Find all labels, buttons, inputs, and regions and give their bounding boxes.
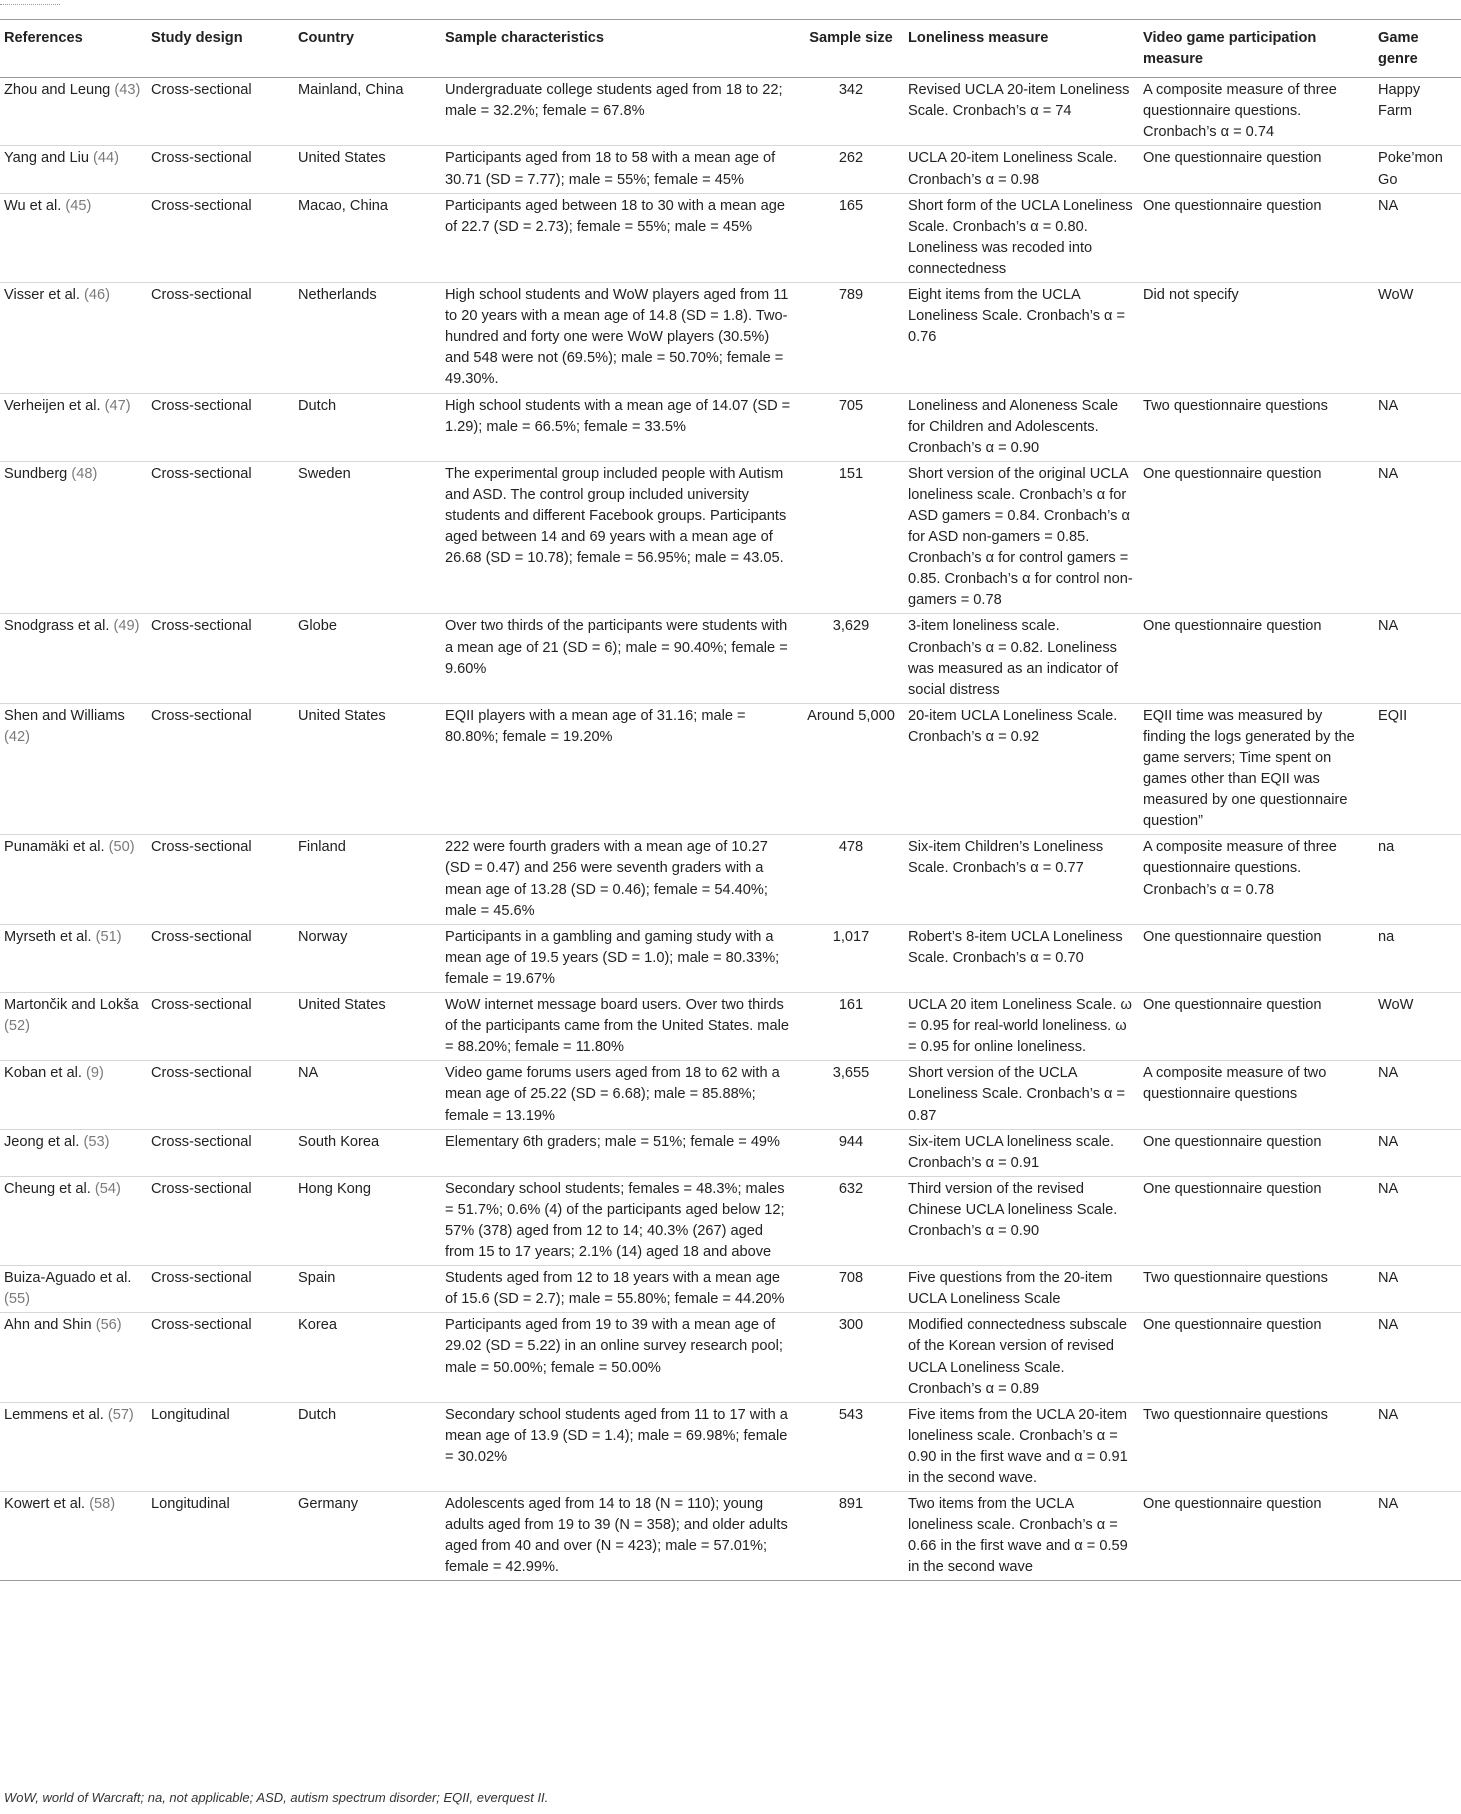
table-row: [0, 1313, 1461, 1402]
cell-sample-characteristics: Video game forums users aged from 18 to 62 with a mean age of 25.22 (SD = 6.68); male = 85.88%; female = 13.19%: [445, 1065, 780, 1124]
citation-link[interactable]: (54): [94, 1180, 121, 1197]
cell-participation-measure: One questionnaire question: [1143, 997, 1322, 1014]
cell-country: Germany: [298, 1496, 359, 1513]
cell-study-design: Cross-sectional: [151, 150, 252, 167]
cell-game-genre: Happy Farm: [1378, 82, 1421, 120]
cell-reference: [0, 146, 147, 193]
table-row: [0, 924, 1461, 992]
cell-sample-size: 3,655: [832, 1065, 870, 1082]
cell-country: NA: [298, 1065, 319, 1082]
cell-game-genre: Poke’mon Go: [1378, 150, 1443, 188]
cell-sample-characteristics: Participants in a gambling and gaming study with a mean age of 19.5 years (SD = 1.0); male = 80.33%; female = 19.67%: [445, 928, 780, 987]
cell-loneliness-measure: UCLA 20 item Loneliness Scale. ω = 0.95 for real-world loneliness. ω = 0.95 for online loneliness.: [908, 997, 1132, 1056]
cell-loneliness-measure: Robert’s 8-item UCLA Loneliness Scale. Cronbach’s α = 0.70: [908, 928, 1123, 966]
cell-reference: [0, 461, 147, 614]
cell-sample-characteristics: Participants aged from 19 to 39 with a mean age of 29.02 (SD = 5.22) in an online survey research pool; male = 50.00%; female = 50.00%: [445, 1317, 783, 1376]
cell-sample-size: 891: [838, 1496, 864, 1513]
cell-study-design: Cross-sectional: [151, 1317, 252, 1334]
cell-game-genre: NA: [1378, 1270, 1399, 1287]
cell-study-design: Cross-sectional: [151, 1180, 252, 1197]
cell-sample-characteristics: Secondary school students; females = 48.3%; males = 51.7%; 0.6% (4) of the participants aged below 12; 57% (378) aged from 12 to 14; 40.3% (267) aged from 15 to 17 years; 2.1% (14) aged 18 and above: [445, 1180, 785, 1261]
reference-name: Sundberg: [4, 465, 68, 482]
cell-reference: [0, 1492, 147, 1581]
cell-study-design: Cross-sectional: [151, 839, 252, 856]
cell-reference: [0, 393, 147, 461]
cell-participation-measure: Two questionnaire questions: [1143, 1270, 1328, 1287]
cell-loneliness-measure: Two items from the UCLA loneliness scale. Cronbach’s α = 0.66 in the first wave and α = 0.59 in the second wave: [908, 1496, 1128, 1576]
citation-link[interactable]: (58): [89, 1496, 116, 1513]
citation-link[interactable]: (9): [85, 1065, 104, 1082]
cell-game-genre: NA: [1378, 397, 1399, 414]
table-row: [0, 78, 1461, 146]
table-row: [0, 1176, 1461, 1265]
cell-sample-size: 708: [838, 1270, 864, 1287]
citation-link[interactable]: (51): [95, 928, 122, 945]
cell-reference: [0, 1313, 147, 1402]
reference-name: Visser et al.: [4, 287, 80, 304]
cell-reference: [0, 1402, 147, 1491]
cell-loneliness-measure: Five items from the UCLA 20-item loneliness scale. Cronbach’s α = 0.90 in the first wave and α = 0.91 in the second wave.: [908, 1406, 1128, 1486]
reference-name: Jeong et al.: [4, 1133, 80, 1150]
reference-name: Snodgrass et al.: [4, 618, 110, 635]
cell-study-design: Cross-sectional: [151, 1133, 252, 1150]
cell-participation-measure: One questionnaire question: [1143, 465, 1322, 482]
cell-participation-measure: A composite measure of two questionnaire questions: [1143, 1065, 1327, 1103]
cell-reference: [0, 1061, 147, 1129]
cell-sample-characteristics: Over two thirds of the participants were students with a mean age of 21 (SD = 6); male = 90.40%; female = 9.60%: [445, 618, 788, 677]
citation-link[interactable]: (43): [114, 82, 141, 99]
cell-sample-characteristics: WoW internet message board users. Over two thirds of the participants came from the United States. male = 88.20%; female = 11.80%: [445, 997, 789, 1056]
citation-link[interactable]: (52): [4, 1018, 30, 1035]
table-row: [0, 703, 1461, 835]
citation-link[interactable]: (53): [83, 1133, 110, 1150]
cell-country: Globe: [298, 618, 337, 635]
cell-sample-characteristics: Students aged from 12 to 18 years with a mean age of 15.6 (SD = 2.7); male = 55.80%; female = 44.20%: [445, 1270, 785, 1308]
literature-table: [0, 19, 1461, 1581]
cell-country: Mainland, China: [298, 82, 404, 99]
cell-reference: [0, 1176, 147, 1265]
cell-game-genre: na: [1378, 839, 1395, 856]
cell-reference: [0, 703, 147, 835]
cell-reference: [0, 193, 147, 282]
cropped-caption-remnant: [0, 0, 60, 6]
table-row: [0, 283, 1461, 393]
cell-game-genre: NA: [1378, 1317, 1399, 1334]
cell-sample-characteristics: Undergraduate college students aged from 18 to 22; male = 32.2%; female = 67.8%: [445, 82, 783, 120]
cell-loneliness-measure: Short form of the UCLA Loneliness Scale. Cronbach’s α = 0.80. Loneliness was recoded into connectedness: [908, 197, 1133, 277]
cell-reference: [0, 283, 147, 393]
cell-participation-measure: One questionnaire question: [1143, 197, 1322, 214]
cell-study-design: Cross-sectional: [151, 82, 252, 99]
cell-study-design: Longitudinal: [151, 1406, 230, 1423]
cell-game-genre: NA: [1378, 465, 1399, 482]
header-country: Country: [298, 30, 354, 46]
cell-sample-characteristics: Adolescents aged from 14 to 18 (N = 110); young adults aged from 19 to 39 (N = 358); and older adults aged from 40 and over (N = 423); male = 57.01%; female = 42.99%.: [445, 1496, 788, 1576]
cell-sample-size: 262: [838, 150, 864, 167]
cell-game-genre: NA: [1378, 1133, 1399, 1150]
table-row: [0, 1129, 1461, 1176]
table-row: [0, 993, 1461, 1061]
cell-study-design: Cross-sectional: [151, 1065, 252, 1082]
header-game-genre: Game genre: [1378, 30, 1419, 68]
cell-sample-characteristics: Participants aged between 18 to 30 with a mean age of 22.7 (SD = 2.73); female = 55%; male = 45%: [445, 197, 785, 235]
cell-sample-size: 789: [838, 287, 864, 304]
cell-loneliness-measure: Six-item Children’s Loneliness Scale. Cronbach’s α = 0.77: [908, 839, 1104, 877]
cell-country: United States: [298, 997, 386, 1014]
cell-loneliness-measure: Short version of the UCLA Loneliness Scale. Cronbach’s α = 0.87: [908, 1065, 1126, 1124]
reference-name: Wu et al.: [4, 197, 62, 214]
table-footnote: WoW, world of Warcraft; na, not applicable; ASD, autism spectrum disorder; EQII, everquest II.: [4, 1790, 549, 1805]
reference-name: Cheung et al.: [4, 1180, 91, 1197]
cell-reference: [0, 614, 147, 703]
reference-name: Kowert et al.: [4, 1496, 86, 1513]
cell-sample-size: 944: [838, 1133, 864, 1150]
citation-link[interactable]: (44): [93, 150, 119, 167]
cell-study-design: Cross-sectional: [151, 618, 252, 635]
cell-sample-size: 543: [838, 1406, 864, 1423]
cell-loneliness-measure: Five questions from the 20-item UCLA Loneliness Scale: [908, 1270, 1113, 1308]
table-row: [0, 1266, 1461, 1313]
citation-link[interactable]: (57): [107, 1406, 134, 1423]
citation-link[interactable]: (48): [71, 465, 98, 482]
reference-name: Yang and Liu: [4, 150, 89, 167]
citation-link[interactable]: (55): [4, 1291, 30, 1308]
cell-sample-size: 151: [838, 465, 864, 482]
cell-loneliness-measure: Six-item UCLA loneliness scale. Cronbach’s α = 0.91: [908, 1133, 1115, 1171]
cell-participation-measure: One questionnaire question: [1143, 928, 1322, 945]
table-row: [0, 1402, 1461, 1491]
table-row: [0, 193, 1461, 282]
cell-game-genre: NA: [1378, 1180, 1399, 1197]
cell-country: Macao, China: [298, 197, 389, 214]
cell-country: Norway: [298, 928, 348, 945]
cell-sample-characteristics: EQII players with a mean age of 31.16; male = 80.80%; female = 19.20%: [445, 707, 746, 745]
cell-loneliness-measure: Loneliness and Aloneness Scale for Children and Adolescents. Cronbach’s α = 0.90: [908, 397, 1119, 456]
cell-sample-size: 300: [838, 1317, 864, 1334]
cell-game-genre: NA: [1378, 1496, 1399, 1513]
table-body: [0, 78, 1461, 1581]
cell-game-genre: NA: [1378, 618, 1399, 635]
reference-name: Myrseth et al.: [4, 928, 92, 945]
reference-name: Ahn and Shin: [4, 1317, 92, 1334]
reference-name: Koban et al.: [4, 1065, 82, 1082]
reference-name: Martončik and Lokša: [4, 997, 139, 1014]
cell-reference: [0, 924, 147, 992]
citation-link[interactable]: (56): [95, 1317, 122, 1334]
cell-participation-measure: One questionnaire question: [1143, 1133, 1322, 1150]
reference-name: Buiza-Aguado et al.: [4, 1270, 132, 1287]
cell-reference: [0, 993, 147, 1061]
reference-name: Verheijen et al.: [4, 397, 101, 414]
cell-country: Finland: [298, 839, 346, 856]
cell-loneliness-measure: 3-item loneliness scale. Cronbach’s α = 0.82. Loneliness was measured as an indicator of social distress: [908, 618, 1119, 698]
cell-sample-characteristics: Participants aged from 18 to 58 with a mean age of 30.71 (SD = 7.77); male = 55%; female = 45%: [445, 150, 776, 188]
cell-sample-characteristics: Elementary 6th graders; male = 51%; female = 49%: [445, 1133, 781, 1150]
cell-study-design: Cross-sectional: [151, 928, 252, 945]
cell-loneliness-measure: Third version of the revised Chinese UCLA loneliness Scale. Cronbach’s α = 0.90: [908, 1180, 1118, 1239]
cell-participation-measure: One questionnaire question: [1143, 1496, 1322, 1513]
cell-country: United States: [298, 707, 386, 724]
citation-link[interactable]: (49): [113, 618, 140, 635]
cell-country: Korea: [298, 1317, 337, 1334]
cell-game-genre: na: [1378, 928, 1395, 945]
table-header-row: [0, 20, 1461, 78]
table-row: [0, 146, 1461, 193]
cell-sample-characteristics: Secondary school students aged from 11 to 17 with a mean age of 13.9 (SD = 1.4); male = 69.98%; female = 30.02%: [445, 1406, 788, 1465]
cell-country: Dutch: [298, 397, 337, 414]
citation-link[interactable]: (46): [84, 287, 110, 304]
cell-study-design: Cross-sectional: [151, 287, 252, 304]
cell-study-design: Cross-sectional: [151, 465, 252, 482]
cell-loneliness-measure: Short version of the original UCLA loneliness scale. Cronbach’s α for ASD gamers = 0.84. Cronbach’s α for ASD non-gamers = 0.85. Cronbach’s α for control gamers = 0.85. Cronbach’s α for control non-gamers = 0.78: [908, 465, 1133, 609]
cell-sample-size: 3,629: [832, 618, 870, 635]
cell-sample-size: 165: [838, 197, 864, 214]
cell-reference: [0, 1266, 147, 1313]
header-sample-size: Sample size: [809, 30, 893, 46]
cell-participation-measure: One questionnaire question: [1143, 1317, 1322, 1334]
header-loneliness-measure: Loneliness measure: [908, 30, 1049, 46]
reference-name: Zhou and Leung: [4, 82, 111, 99]
cell-sample-size: 1,017: [832, 928, 870, 945]
cell-game-genre: WoW: [1378, 287, 1414, 304]
cell-participation-measure: Two questionnaire questions: [1143, 1406, 1328, 1423]
cell-country: Hong Kong: [298, 1180, 372, 1197]
table-row: [0, 461, 1461, 614]
cell-participation-measure: Two questionnaire questions: [1143, 397, 1328, 414]
reference-name: Lemmens et al.: [4, 1406, 104, 1423]
header-study-design: Study design: [151, 30, 243, 46]
cell-sample-size: 705: [838, 397, 864, 414]
cell-loneliness-measure: 20-item UCLA Loneliness Scale. Cronbach’s α = 0.92: [908, 707, 1118, 745]
cell-participation-measure: One questionnaire question: [1143, 1180, 1322, 1197]
cell-study-design: Cross-sectional: [151, 997, 252, 1014]
cell-loneliness-measure: Revised UCLA 20-item Loneliness Scale. Cronbach’s α = 74: [908, 82, 1130, 120]
citation-link[interactable]: (42): [4, 728, 30, 745]
table-row: [0, 393, 1461, 461]
cell-study-design: Cross-sectional: [151, 397, 252, 414]
header-references: References: [4, 30, 83, 46]
cell-game-genre: NA: [1378, 1406, 1399, 1423]
cell-participation-measure: One questionnaire question: [1143, 150, 1322, 167]
cell-participation-measure: EQII time was measured by finding the logs generated by the game servers; Time spent on games other than EQII was measured by one questionnaire question”: [1143, 707, 1355, 830]
cell-country: Sweden: [298, 465, 351, 482]
cell-participation-measure: A composite measure of three questionnaire questions. Cronbach’s α = 0.78: [1143, 839, 1337, 898]
cell-game-genre: NA: [1378, 1065, 1399, 1082]
cell-loneliness-measure: Eight items from the UCLA Loneliness Scale. Cronbach’s α = 0.76: [908, 287, 1126, 346]
cell-country: Dutch: [298, 1406, 337, 1423]
table-row: [0, 1492, 1461, 1581]
cell-game-genre: EQII: [1378, 707, 1408, 724]
cell-country: Netherlands: [298, 287, 377, 304]
cell-sample-characteristics: High school students with a mean age of 14.07 (SD = 1.29); male = 66.5%; female = 33.5%: [445, 397, 791, 435]
cell-participation-measure: A composite measure of three questionnaire questions. Cronbach’s α = 0.74: [1143, 82, 1337, 141]
cell-participation-measure: One questionnaire question: [1143, 618, 1322, 635]
cell-participation-measure: Did not specify: [1143, 287, 1239, 304]
cell-sample-size: 478: [838, 839, 864, 856]
table-row: [0, 614, 1461, 703]
citation-link[interactable]: (45): [65, 197, 92, 214]
cell-study-design: Cross-sectional: [151, 1270, 252, 1287]
cell-study-design: Cross-sectional: [151, 197, 252, 214]
cell-study-design: Cross-sectional: [151, 707, 252, 724]
table-row: [0, 1061, 1461, 1129]
cell-sample-size: 342: [838, 82, 864, 99]
cell-country: Spain: [298, 1270, 336, 1287]
citation-link[interactable]: (50): [108, 839, 135, 856]
cell-loneliness-measure: UCLA 20-item Loneliness Scale. Cronbach’s α = 0.98: [908, 150, 1118, 188]
cell-country: United States: [298, 150, 386, 167]
cell-sample-characteristics: 222 were fourth graders with a mean age of 10.27 (SD = 0.47) and 256 were seventh graders with a mean age of 13.28 (SD = 0.46); female = 54.40%; male = 45.6%: [445, 839, 768, 919]
cell-reference: [0, 835, 147, 924]
cell-loneliness-measure: Modified connectedness subscale of the Korean version of revised UCLA Loneliness Scale. Cronbach’s α = 0.89: [908, 1317, 1128, 1397]
cell-reference: [0, 78, 147, 146]
table-row: [0, 835, 1461, 924]
cell-sample-size: Around 5,000: [807, 707, 895, 724]
cell-reference: [0, 1129, 147, 1176]
reference-name: Shen and Williams: [4, 707, 125, 724]
cell-country: South Korea: [298, 1133, 380, 1150]
cell-sample-characteristics: The experimental group included people with Autism and ASD. The control group included university students and different Facebook groups. Participants aged between 14 and 69 years with a mean age of 26.68 (SD = 10.78); female = 56.95%; male = 43.05.: [445, 465, 787, 567]
cell-game-genre: NA: [1378, 197, 1399, 214]
citation-link[interactable]: (47): [104, 397, 131, 414]
cell-game-genre: WoW: [1378, 997, 1414, 1014]
reference-name: Punamäki et al.: [4, 839, 105, 856]
cell-sample-characteristics: High school students and WoW players aged from 11 to 20 years with a mean age of 14.8 (SD = 1.8). Two-hundred and forty one were WoW players (30.5%) and 548 were not (69.5%); male = 50.70%; female = 49.30%.: [445, 287, 789, 388]
header-sample-characteristics: Sample characteristics: [445, 30, 604, 46]
cell-sample-size: 632: [838, 1180, 864, 1197]
cell-study-design: Longitudinal: [151, 1496, 230, 1513]
header-participation-measure: Video game participation measure: [1143, 30, 1317, 68]
cell-sample-size: 161: [838, 997, 864, 1014]
